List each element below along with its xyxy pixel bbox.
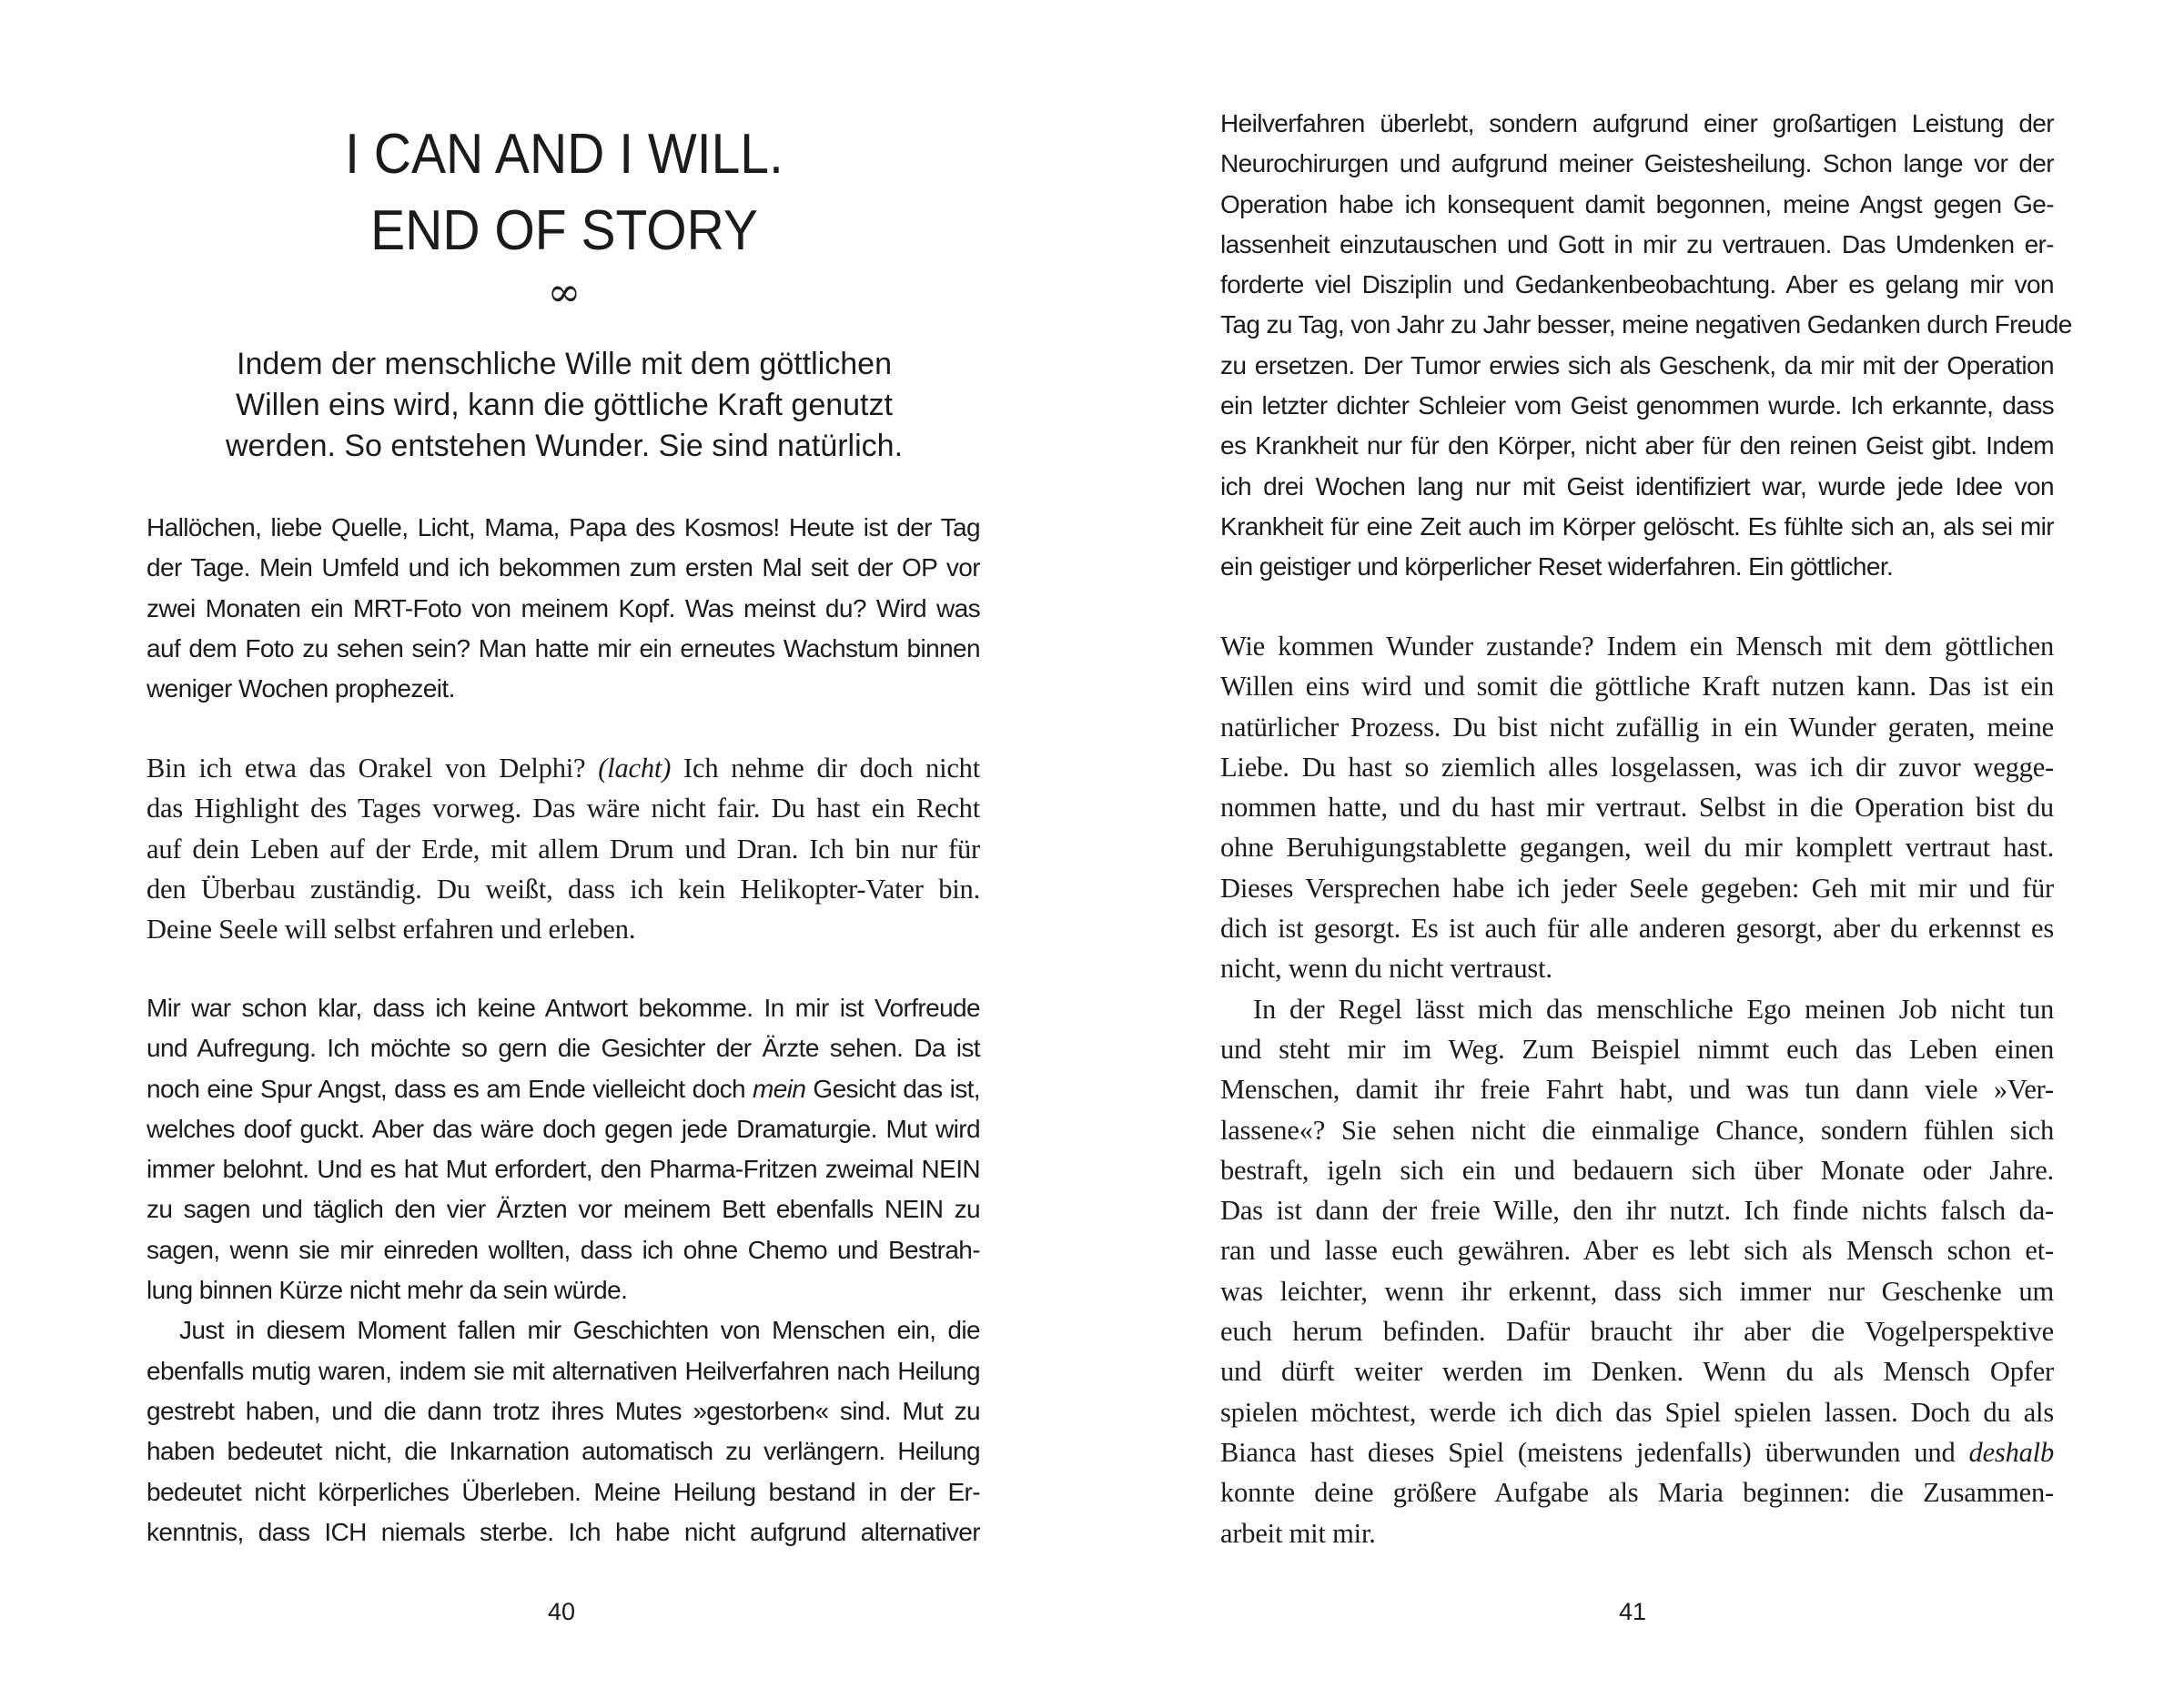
- chapter-title-line-2: END OF STORY: [370, 199, 758, 262]
- text-line: Deine Seele will selbst erfahren und erleben.: [147, 914, 636, 946]
- text-line: Tag zu Tag, von Jahr zu Jahr besser, meine negativen Gedanken durch Freude: [1220, 310, 2072, 339]
- text-line: bedeutet nicht körperliches Überleben. Meine Heilung bestand in der Er-: [147, 1477, 980, 1506]
- text-line: der Tage. Mein Umfeld und ich bekommen zum ersten Mal seit der OP vor: [147, 553, 980, 582]
- text-line: Dieses Versprechen habe ich jeder Seele gegeben: Geh mit mir und für: [1220, 872, 2054, 904]
- text-line: und Aufregung. Ich möchte so gern die Gesichter der Ärzte sehen. Da ist: [147, 1034, 980, 1063]
- infinity-ornament: ∞: [547, 269, 581, 316]
- text-line: dich ist gesorgt. Es ist auch für alle anderen gesorgt, aber du erkennst es: [1220, 913, 2054, 945]
- text-line: Just in diesem Moment fallen mir Geschichten von Menschen ein, die: [179, 1316, 980, 1345]
- paragraph-god-2: [1220, 626, 2054, 1553]
- text-line: gestrebt haben, und die dann trotz ihres Mutes »gestorben« sind. Mut zu: [147, 1396, 980, 1425]
- page-number: 41: [1618, 1598, 1647, 1625]
- chapter-title: [179, 116, 949, 269]
- chapter-title-line-1: I CAN AND I WILL.: [345, 123, 784, 186]
- text-line: Das ist dann der freie Wille, den ihr nutzt. Ich finde nichts falsch da-: [1220, 1195, 2054, 1227]
- text-line: lassene«? Sie sehen nicht die einmalige Chance, sondern fühlen sich: [1220, 1114, 2054, 1146]
- text-line: und steht mir im Weg. Zum Beispiel nimmt euch das Leben einen: [1220, 1033, 2054, 1065]
- text-line: lung binnen Kürze nicht mehr da sein würde.: [147, 1276, 628, 1305]
- text-line: nommen hatte, und du hast mir vertraut. Selbst in die Operation bist du: [1220, 792, 2054, 824]
- text-line: Operation habe ich konsequent damit begonnen, meine Angst gegen Ge-: [1220, 189, 2054, 218]
- page-number: 40: [547, 1598, 576, 1625]
- text-line: Heilverfahren überlebt, sondern aufgrund einer großartigen Leistung der: [1220, 109, 2054, 137]
- text-line: zu sagen und täglich den vier Ärzten vor meinem Bett ebenfalls NEIN zu: [147, 1195, 980, 1224]
- text-line: zwei Monaten ein MRT-Foto von meinem Kopf. Was meinst du? Wird was: [147, 593, 980, 622]
- text-line: [147, 1069, 980, 1109]
- text-line: auf dein Leben auf der Erde, mit allem Drum und Dran. Ich bin nur für: [147, 833, 980, 865]
- text-line: lassenheit einzutauschen und Gott in mir zu vertrauen. Das Umdenken er-: [1220, 229, 2054, 258]
- paragraph-maria-3: [1220, 104, 2072, 588]
- italic-stage-direction: (lacht): [598, 753, 672, 784]
- text-line: konnte deine größere Aufgabe als Maria beginnen: die Zusammen-: [1220, 1477, 2054, 1509]
- text-line: es Krankheit nur für den Körper, nicht aber für den reinen Geist gibt. Indem: [1220, 431, 2054, 460]
- epigraph-line: werden. So entstehen Wunder. Sie sind natürlich.: [225, 429, 904, 463]
- text-line: Liebe. Du hast so ziemlich alles losgelassen, was ich dir zuvor wegge-: [1220, 751, 2054, 783]
- text-line: ran und lasse euch gewähren. Aber es lebt sich als Mensch schon et-: [1220, 1235, 2054, 1267]
- epigraph-line: Indem der menschliche Wille mit dem göttlichen: [237, 347, 892, 381]
- text-line: haben bedeutet nicht, die Inkarnation automatisch zu verlängern. Heilung: [147, 1437, 980, 1466]
- text-line: ich drei Wochen lang nur mit Geist identifiziert war, wurde jede Idee von: [1220, 471, 2054, 501]
- text-line: Willen eins wird und somit die göttliche Kraft nutzen kann. Das ist ein: [1220, 671, 2054, 703]
- text-line: und dürft weiter werden im Denken. Wenn du als Mensch Opfer: [1220, 1356, 2054, 1388]
- text-line: ebenfalls mutig waren, indem sie mit alternativen Heilverfahren nach Heilung: [147, 1356, 980, 1385]
- text-segment: Gesicht das ist,: [805, 1074, 980, 1103]
- text-segment: Bianca hast dieses Spiel (meistens jedenfalls) überwunden und: [1220, 1436, 1969, 1468]
- text-segment: Ich nehme dir doch nicht: [671, 753, 981, 784]
- text-line: das Highlight des Tages vorweg. Das wäre nicht fair. Du hast ein Recht: [147, 793, 980, 824]
- text-line: Hallöchen, liebe Quelle, Licht, Mama, Papa des Kosmos! Heute ist der Tag: [147, 513, 980, 541]
- text-line: natürlicher Prozess. Du bist nicht zufällig in ein Wunder geraten, meine: [1220, 711, 2054, 743]
- text-line: immer belohnt. Und es hat Mut erfordert, den Pharma-Fritzen zweimal NEIN: [147, 1155, 980, 1184]
- text-line: In der Regel lässt mich das menschliche Ego meinen Job nicht tun: [1253, 993, 2054, 1025]
- text-line: Mir war schon klar, dass ich keine Antwort bekomme. In mir ist Vorfreude: [147, 994, 980, 1022]
- text-segment: noch eine Spur Angst, dass es am Ende vielleicht doch: [147, 1074, 753, 1103]
- right-page: [1092, 0, 2184, 1699]
- text-line: ein letzter dichter Schleier vom Geist genommen wurde. Ich erkannte, dass: [1220, 391, 2054, 420]
- paragraph-maria-1: [147, 508, 980, 709]
- text-line: ohne Beruhigungstablette gegangen, weil du mir komplett vertraut hast.: [1220, 832, 2054, 864]
- text-line: forderte viel Disziplin und Gedankenbeobachtung. Aber es gelang mir von: [1220, 270, 2054, 299]
- text-line: arbeit mit mir.: [1220, 1517, 1376, 1549]
- text-line: Menschen, damit ihr freie Fahrt habt, und was tun dann viele »Ver-: [1220, 1074, 2054, 1106]
- text-line: spielen möchtest, werde ich dich das Spiel spielen lassen. Doch du als: [1220, 1396, 2054, 1428]
- text-line: Krankheit für eine Zeit auch im Körper gelöscht. Es fühlte sich an, als sei mir: [1220, 511, 2054, 541]
- text-line: welches doof guckt. Aber das wäre doch gegen jede Dramaturgie. Mut wird: [147, 1114, 980, 1143]
- text-line: weniger Wochen prophezeit.: [147, 674, 455, 703]
- text-line: Neurochirurgen und aufgrund meiner Geistesheilung. Schon lange vor der: [1220, 149, 2054, 178]
- italic-emphasis: mein: [753, 1074, 806, 1103]
- text-line: was leichter, wenn ihr erkennt, dass sich immer nur Geschenke um: [1220, 1275, 2054, 1307]
- text-segment: Bin ich etwa das Orakel von Delphi?: [147, 753, 599, 784]
- text-line: euch herum befinden. Dafür braucht ihr aber die Vogelperspektive: [1220, 1316, 2054, 1348]
- epigraph-line: Willen eins wird, kann die göttliche Kraft genutzt: [236, 388, 893, 422]
- text-line: auf dem Foto zu sehen sein? Man hatte mir ein erneutes Wachstum binnen: [147, 633, 980, 662]
- text-line: bestraft, igeln sich ein und bedauern sich über Monate oder Jahre.: [1220, 1154, 2054, 1186]
- paragraph-god-1: [147, 748, 980, 949]
- text-line: sagen, wenn sie mir einreden wollten, dass ich ohne Chemo und Bestrah-: [147, 1235, 980, 1264]
- text-line: nicht, wenn du nicht vertraust.: [1220, 953, 1552, 985]
- epigraph: [182, 344, 946, 467]
- text-line: [147, 748, 980, 788]
- text-line: zu ersetzen. Der Tumor erwies sich als Geschenk, da mir mit der Operation: [1220, 350, 2054, 379]
- italic-emphasis: deshalb: [1968, 1436, 2054, 1468]
- text-line: [1220, 1432, 2054, 1472]
- text-line: den Überbau zuständig. Du weißt, dass ich kein Helikopter-Vater bin.: [147, 873, 980, 905]
- paragraph-maria-2: [147, 988, 980, 1552]
- text-line: ein geistiger und körperlicher Reset widerfahren. Ein göttlicher.: [1220, 552, 1894, 582]
- text-line: kenntnis, dass ICH niemals sterbe. Ich habe nicht aufgrund alternativer: [147, 1517, 980, 1546]
- text-line: Wie kommen Wunder zustande? Indem ein Mensch mit dem göttlichen: [1220, 631, 2054, 662]
